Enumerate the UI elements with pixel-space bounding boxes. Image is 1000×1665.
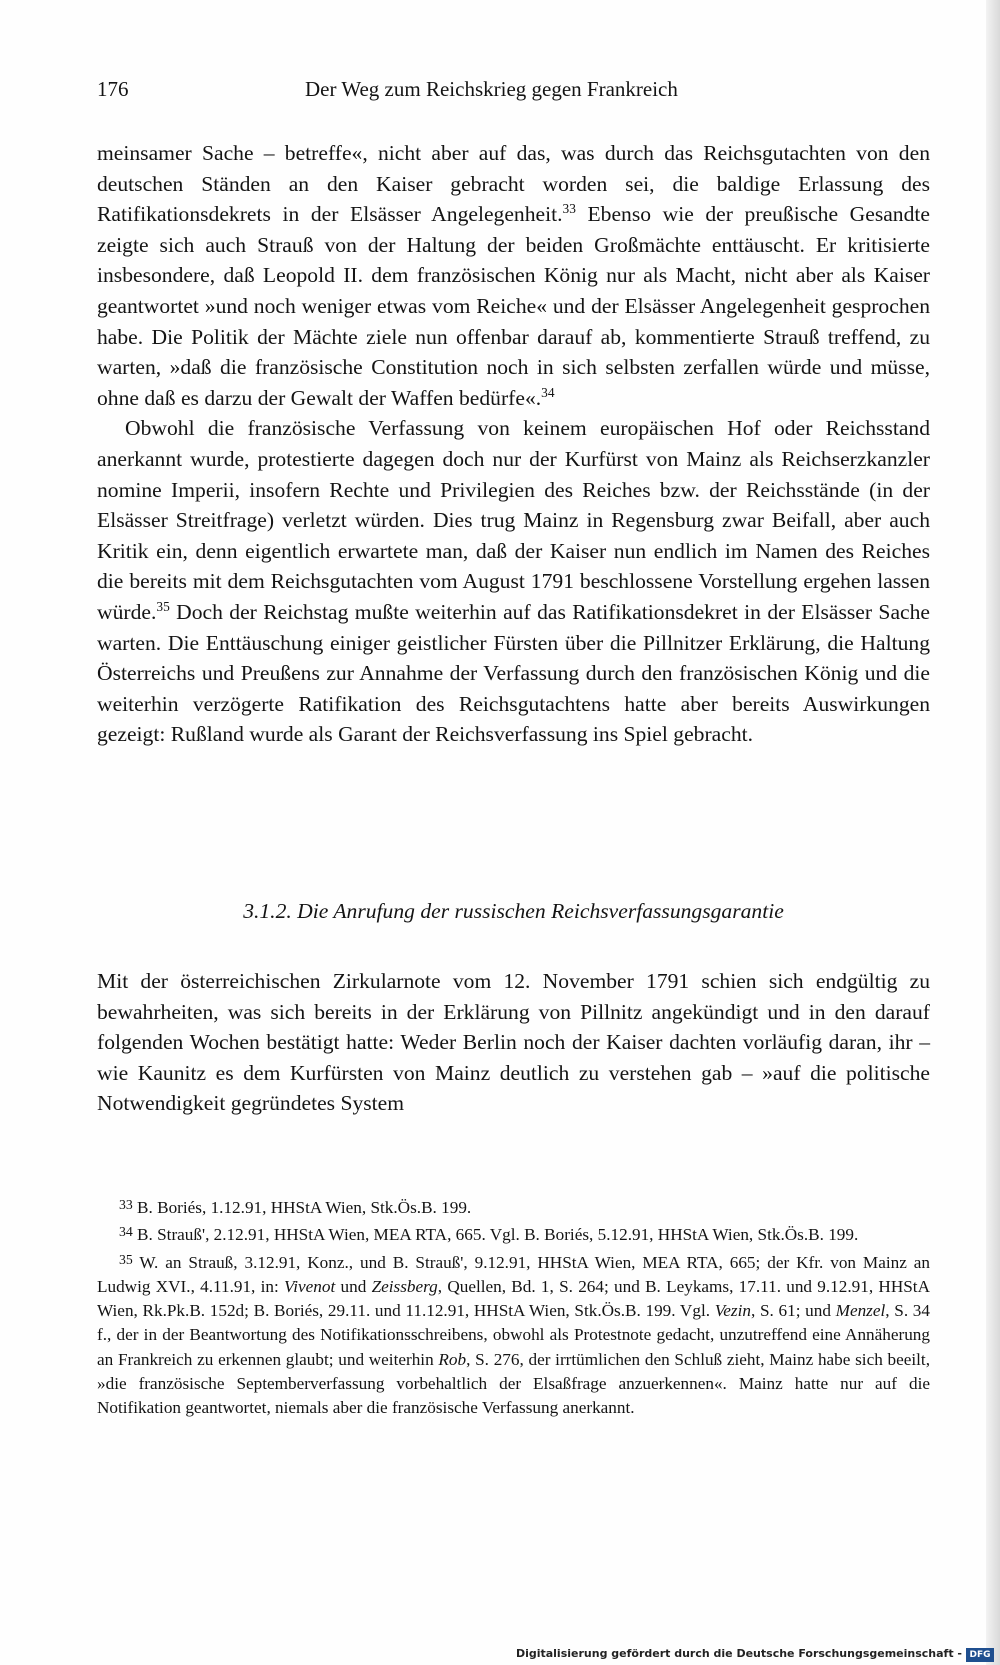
paragraph-text: Doch der Reichstag mußte weiterhin auf das Ratifikationsdekret in der Elsässer Sache warten. Die Enttäuschung einiger geistlicher Fürsten über die Pillnitzer Erklärung, die Haltung Österreichs und Preußens zur Annahme der Verfassung durch den französischen König und die weiterhin verzögerte Ratifikation des Reichsgutachtens hatte aber bereits Auswirkungen gezeigt: Rußland wurde als Garant der Reichsverfassung ins Spiel gebracht. [97,599,930,747]
footnote-text: , S. 276, der irrtümlichen den Schluß zieht, Mainz habe sich beeilt, »die französische Septemberverfassung vorbehaltlich der Elsaßfrage anzuerkennen«. Mainz hatte nur auf die Notifikation geantwortet, niemals aber die französische Verfassung anerkannt. [97,1349,930,1418]
footnote-marker: 34 [541,384,555,400]
main-text [97,138,930,750]
footnote-number: 34 [119,1224,133,1240]
footnote-text: , S. 34 f., der in der Beantwortung des Notifikationsschreibens, obwohl als Protestnote gedacht, unzutreffend eine Annäherung an Frankreich zu erkennen glaubt; und weiterhin [97,1301,930,1369]
footnote-33 [97,1193,930,1220]
footnote-marker: 35 [156,598,170,614]
paragraph-2 [97,413,930,750]
page-header [97,77,927,109]
section-heading: 3.1.2. Die Anrufung der russischen Reichsverfassungsgarantie [243,899,784,923]
author-name: Vezin [714,1301,751,1321]
footnote-text: , Quellen, Bd. 1, S. 264; und B. Leykams, 17.11. und 9.12.91, HHStA Wien, Rk.Pk.B. 152d; B. Boriés, 29.11. und 11.12.91, HHStA Wien, Stk.Ös.B. 199. Vgl. [97,1276,930,1321]
page-number: 176 [97,77,129,101]
author-name: Rob [438,1349,467,1369]
footnote-marker: 33 [562,201,576,216]
footnote-text: B. Boriés, 1.12.91, HHStA Wien, Stk.Ös.B. 199. [137,1198,472,1217]
footnote-number: 33 [119,1197,133,1212]
author-name: Menzel [835,1301,886,1321]
paragraph-1 [97,138,930,413]
paragraph-text: meinsamer Sache – betreffe«, nicht aber auf das, was durch das Reichsgutachten von den deutschen Ständen an den Kaiser gebracht worden sei, die baldige Erlassung des Ratifikationsdekrets in der Elsässer Angelegenheit. [97,141,930,227]
footnote-text: , S. 61; und [750,1301,836,1321]
footnotes [97,1193,930,1421]
author-name: Vivenot [284,1276,336,1296]
scan-page-edge [986,0,1000,1665]
footnote-35 [97,1248,930,1421]
paragraph-text: Ebenso wie der preußische Gesandte zeigte sich auch Strauß von der Haltung der beiden Großmächte enttäuscht. Er kritisierte insbesondere, daß Leopold II. dem französischen König nur als Macht, nicht aber als Kaiser geantwortet »und noch weniger etwas vom Reiche« und der Elsässer Angelegenheit gesprochen habe. Die Politik der Mächte ziele nun offenbar darauf ab, kommentierte Strauß treffend, zu warten, »daß die französische Constitution noch in sich selbsten zerfallen würde und müsse, ohne daß es darzu der Gewalt der Waffen bedürfe«. [97,202,930,410]
digitization-credit: Digitalisierung gefördert durch die Deutsche Forschungsgemeinschaft - [515,1647,962,1660]
author-name: Zeissberg [371,1276,438,1296]
footnote-number: 35 [119,1251,133,1267]
paragraph-text: Obwohl die französische Verfassung von keinem europäischen Hof oder Reichsstand anerkannt wurde, protestierte dagegen doch nur der Kurfürst von Mainz als Reichserzkanzler nomine Imperii, insofern Rechte und Privilegien des Reiches bzw. der Reichsstände (in der Elsässer Streitfrage) verletzt würden. Dies trug Mainz in Regensburg zwar Beifall, aber auch Kritik ein, denn eigentlich erwartete man, daß der Kaiser nun endlich im Namen des Reiches die bereits mit dem Reichsgutachten vom August 1791 beschlossene Vorstellung ergehen lassen würde. [97,416,930,624]
footnote-text: und [335,1276,372,1296]
section-paragraph: Mit der österreichischen Zirkularnote vom 12. November 1791 schien sich endgültig zu bewahrheiten, was sich bereits in der Erklärung von Pillnitz angekündigt und in den darauf folgenden Wochen bestätigt hatte: Weder Berlin noch der Kaiser dachten vorläufig daran, ihr – wie Kaunitz es dem Kurfürsten von Mainz deutlich zu verstehen gab – »auf die politische Notwendigkeit gegründetes System [97,969,930,1116]
footnote-text: W. an Strauß, 3.12.91, Konz., und B. Strauß', 9.12.91, HHStA Wien, MEA RTA, 665; der Kfr. von Mainz an Ludwig XVI., 4.11.91, in: [97,1252,930,1296]
section-text [97,966,930,1119]
dfg-logo: DFG [966,1648,994,1662]
footnote-text: B. Strauß', 2.12.91, HHStA Wien, MEA RTA, 665. Vgl. B. Boriés, 5.12.91, HHStA Wien, Stk.Ös.B. 199. [137,1225,859,1245]
running-title: Der Weg zum Reichskrieg gegen Frankreich [305,77,678,101]
footnote-34 [97,1220,930,1247]
